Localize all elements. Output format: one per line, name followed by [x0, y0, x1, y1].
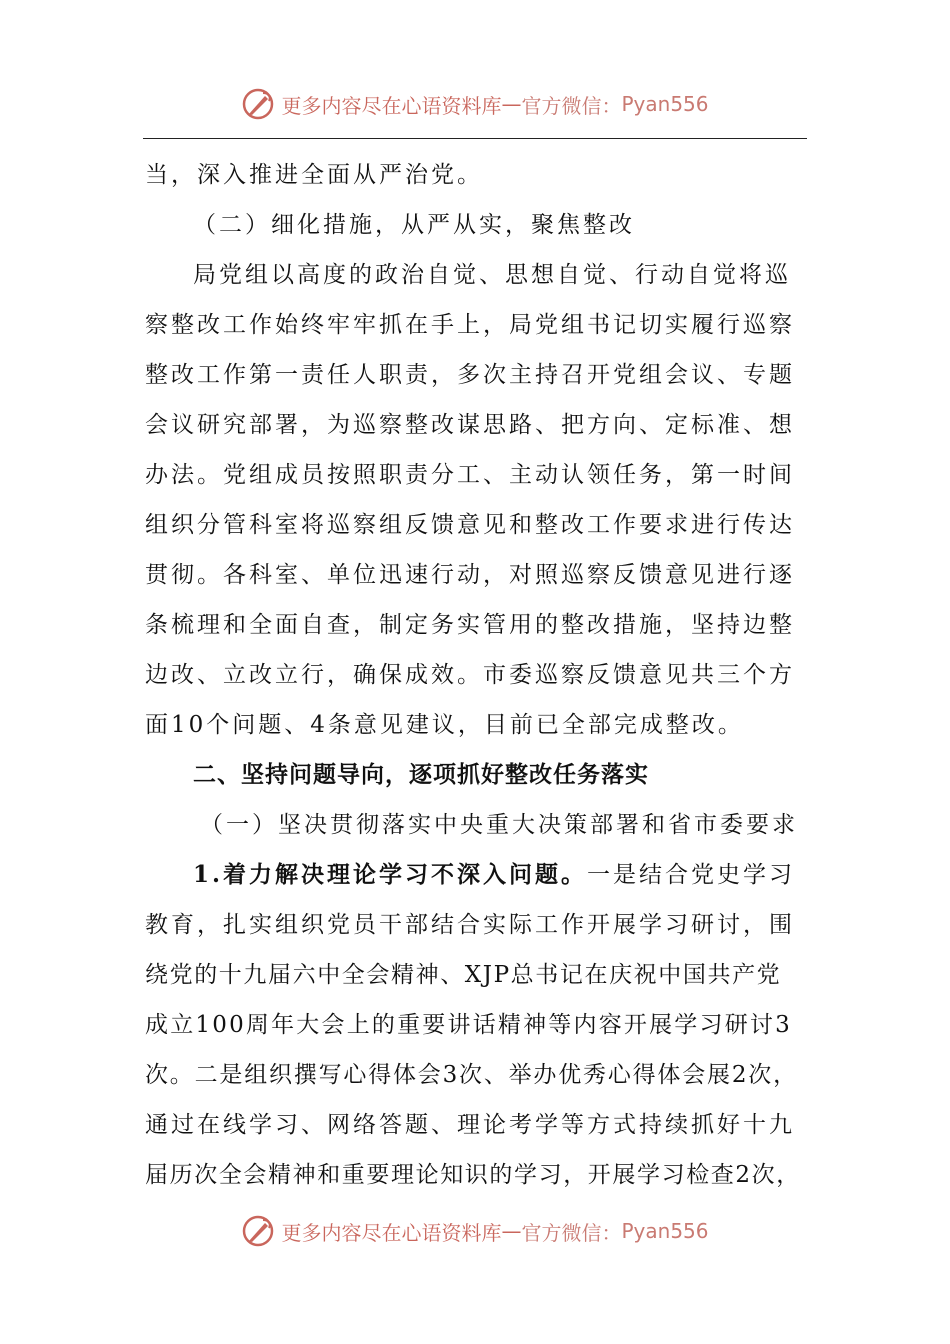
subheading-1: （一）坚决贯彻落实中央重大决策部署和省市委要求 [200, 812, 798, 838]
quill-logo-icon [241, 1214, 275, 1248]
banner-dash: — [501, 1219, 522, 1243]
paragraph-line: 成立100周年大会上的重要讲话精神等内容开展学习研讨3 [145, 1012, 792, 1038]
quill-logo-icon [241, 87, 275, 121]
paragraph-line: 边改、立改立行，确保成效。市委巡察反馈意见共三个方 [145, 662, 795, 688]
banner-text: 更多内容尽在心语资料库 [281, 93, 502, 118]
paragraph-line: 条梳理和全面自查，制定务实管用的整改措施，坚持边整 [145, 612, 795, 638]
banner-wechat-id: Pyan556 [621, 92, 709, 116]
paragraph-line: 办法。党组成员按照职责分工、主动认领任务，第一时间 [145, 462, 795, 488]
paragraph-line: 届历次全会精神和重要理论知识的学习，开展学习检查2次， [145, 1162, 801, 1188]
paragraph-line: 教育，扎实组织党员干部结合实际工作开展学习研讨，围 [145, 912, 795, 938]
paragraph-line: 局党组以高度的政治自觉、思想自觉、行动自觉将巡 [193, 262, 791, 288]
point-title: 1.着力解决理论学习不深入问题。 [193, 861, 588, 888]
point-text: 一是结合党史学习 [587, 862, 796, 888]
paragraph-line: 组织分管科室将巡察组反馈意见和整改工作要求进行传达 [145, 512, 795, 538]
paragraph-line: 会议研究部署，为巡察整改谋思路、把方向、定标准、想 [145, 412, 795, 438]
banner-wechat-label: 官方微信： [521, 93, 622, 118]
banner-text: 更多内容尽在心语资料库 [281, 1220, 502, 1245]
document-body [145, 150, 807, 1200]
paragraph-line: 贯彻。各科室、单位迅速行动，对照巡察反馈意见进行逐 [145, 562, 795, 588]
paragraph-line: 面10个问题、4条意见建议，目前已全部完成整改。 [145, 712, 744, 738]
paragraph-line: 当，深入推进全面从严治党。 [145, 162, 483, 188]
header-rule [143, 138, 807, 139]
banner-wechat-id: Pyan556 [621, 1219, 709, 1243]
paragraph-line: 次。二是组织撰写心得体会3次、举办优秀心得体会展2次， [145, 1062, 798, 1088]
paragraph-line: 绕党的十九届六中全会精神、XJP总书记在庆祝中国共产党 [145, 962, 782, 988]
paragraph-line: 整改工作第一责任人职责，多次主持召开党组会议、专题 [145, 362, 795, 388]
footer-watermark [0, 1211, 950, 1251]
paragraph-line [145, 850, 807, 900]
paragraph-line: 通过在线学习、网络答题、理论考学等方式持续抓好十九 [145, 1112, 795, 1138]
header-watermark [0, 84, 950, 124]
banner-dash: — [501, 92, 522, 116]
section-heading-2: 二、坚持问题导向，逐项抓好整改任务落实 [193, 762, 649, 788]
paragraph-line: 察整改工作始终牢牢抓在手上，局党组书记切实履行巡察 [145, 312, 795, 338]
subheading-2: （二）细化措施，从严从实，聚焦整改 [193, 212, 635, 238]
banner-wechat-label: 官方微信： [521, 1220, 622, 1245]
